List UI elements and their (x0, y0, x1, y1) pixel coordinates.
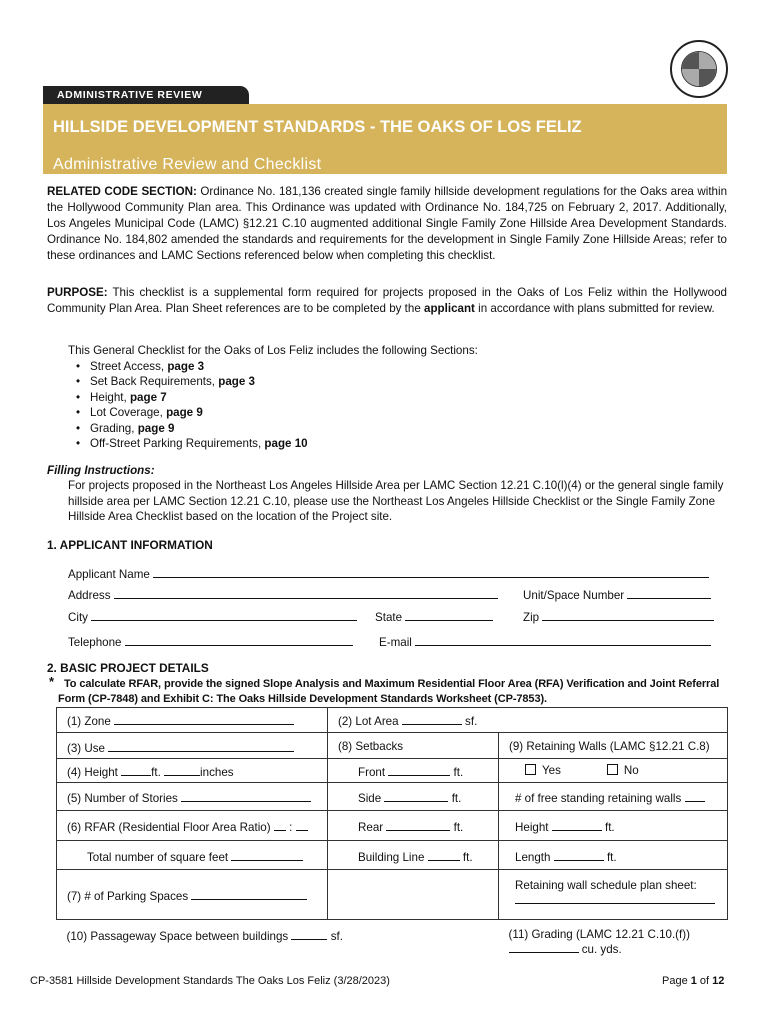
city-label: City (68, 611, 88, 624)
parking-cell[interactable]: (7) # of Parking Spaces (57, 870, 328, 920)
use-cell[interactable]: (3) Use (57, 733, 328, 759)
length-cell[interactable]: Length ft. (499, 841, 728, 870)
unit-label: Unit/Space Number (523, 589, 625, 602)
page-number: Page 1 of 12 (662, 975, 725, 987)
unit-field[interactable] (523, 587, 711, 602)
sections-intro: This General Checklist for the Oaks of Los Feliz includes the following Sections: (68, 344, 478, 357)
total-sqft-cell[interactable]: Total number of square feet (57, 841, 328, 870)
sections-list (68, 343, 718, 452)
address-label: Address (68, 589, 111, 602)
related-code-section (47, 184, 727, 264)
height-cell[interactable]: (4) Height ft. inches (57, 759, 328, 783)
purpose-bold: applicant (424, 302, 475, 315)
list-item: • Lot Coverage, page 9 (90, 405, 718, 421)
retaining-yes-no[interactable]: Yes No (499, 759, 728, 783)
passageway-cell[interactable]: (10) Passageway Space between buildings sf. (66, 930, 343, 943)
wall-height-cell[interactable]: Height ft. (499, 811, 728, 841)
seal-crest-icon (681, 51, 717, 87)
schedule-cell[interactable]: Retaining wall schedule plan sheet: (499, 870, 728, 920)
yes-checkbox[interactable] (525, 764, 536, 775)
title-banner (43, 104, 727, 174)
rfar-cell[interactable]: (6) RFAR (Residential Floor Area Ratio) : (57, 811, 328, 841)
filing-text: For projects proposed in the Northeast Los Angeles Hillside Area per LAMC Section 12.21 C.10(l)(4) or the general single family hillside area per LAMC Section 12.21 C.10, please use the Northeast Los Angeles Hillside Checklist or the Single Family Zone Hillside Area Checklist based on the location of the Project site. (68, 479, 724, 523)
building-line-cell[interactable]: Building Line ft. (328, 841, 499, 870)
state-field[interactable] (375, 609, 493, 624)
grading-cell[interactable]: (11) Grading (LAMC 12.21 C.10.(f)) cu. yds. (508, 928, 690, 956)
applicant-name-label: Applicant Name (68, 568, 150, 581)
telephone-label: Telephone (68, 636, 122, 649)
purpose-section (47, 285, 727, 317)
related-text: Ordinance No. 181,136 created single family hillside development regulations for the Oaks area within the Hollywood Community Plan area. This Ordinance was updated with Ordinance No. 184,725 on February 2, 2017. Additionally, Los Angeles Municipal Code (LAMC) §12.21 C.10 augmented additional Single Family Zone Hillside Area Development Standards. Ordinance No. 184,802 amended the standards and requirements for the development in Single Family Zone Hillside Areas; refer to these ordinances and LAMC Sections referenced below when completing this checklist. (47, 185, 728, 262)
purpose-text-1: This checklist is a supplemental form required for projects proposed in the Oaks of Los Feliz within the Hollywood Community Plan Area. Plan Sheet references are to be completed by the (47, 286, 727, 315)
side-cell[interactable]: Side ft. (328, 783, 499, 811)
rear-cell[interactable]: Rear ft. (328, 811, 499, 841)
lot-area-cell[interactable]: (2) Lot Area sf. (328, 708, 728, 733)
telephone-field[interactable] (68, 634, 353, 649)
list-item: • Off-Street Parking Requirements, page 10 (90, 436, 718, 452)
email-field[interactable] (379, 634, 711, 649)
page-subtitle: Administrative Review and Checklist (53, 156, 322, 173)
list-item: • Set Back Requirements, page 3 (90, 374, 718, 390)
applicant-name-field[interactable] (68, 566, 709, 581)
page-title: HILLSIDE DEVELOPMENT STANDARDS - THE OAKS OF LOS FELIZ (53, 118, 582, 136)
filing-label: Filling Instructions: (47, 464, 155, 477)
basic-heading: 2. BASIC PROJECT DETAILS (47, 661, 209, 675)
zip-field[interactable] (523, 609, 714, 624)
retaining-header: (9) Retaining Walls (LAMC §12.21 C.8) (499, 733, 728, 759)
no-checkbox[interactable] (607, 764, 618, 775)
note-asterisk: * (49, 674, 55, 689)
admin-review-tab: ADMINISTRATIVE REVIEW (43, 86, 249, 104)
list-item: • Street Access, page 3 (90, 359, 718, 375)
purpose-text-2: in accordance with plans submitted for review. (474, 302, 715, 315)
address-field[interactable] (68, 587, 498, 602)
project-details-table (56, 707, 728, 956)
purpose-label: PURPOSE: (47, 286, 108, 299)
city-seal (670, 40, 728, 98)
zip-label: Zip (523, 611, 540, 624)
zone-cell[interactable]: (1) Zone (57, 708, 328, 733)
free-walls-cell[interactable]: # of free standing retaining walls (499, 783, 728, 811)
applicant-heading: 1. APPLICANT INFORMATION (47, 538, 213, 552)
setbacks-header: (8) Setbacks (328, 733, 499, 759)
state-label: State (375, 611, 403, 624)
list-item: • Grading, page 9 (90, 421, 718, 437)
footer-form-id: CP-3581 Hillside Development Standards The Oaks Los Feliz (3/28/2023) (30, 975, 390, 987)
city-field[interactable] (68, 609, 357, 624)
email-label: E-mail (379, 636, 412, 649)
list-item: • Height, page 7 (90, 390, 718, 406)
related-label: RELATED CODE SECTION: (47, 185, 197, 198)
front-cell[interactable]: Front ft. (328, 759, 499, 783)
stories-cell[interactable]: (5) Number of Stories (57, 783, 328, 811)
rfar-note: To calculate RFAR, provide the signed Slope Analysis and Maximum Residential Floor Area (RFA) Verification and Joint Referral Form (CP-7848) and Exhibit C: The Oaks Hillside Development Standards Worksheet (CP-7853). (58, 678, 720, 705)
empty-cell (328, 870, 499, 920)
